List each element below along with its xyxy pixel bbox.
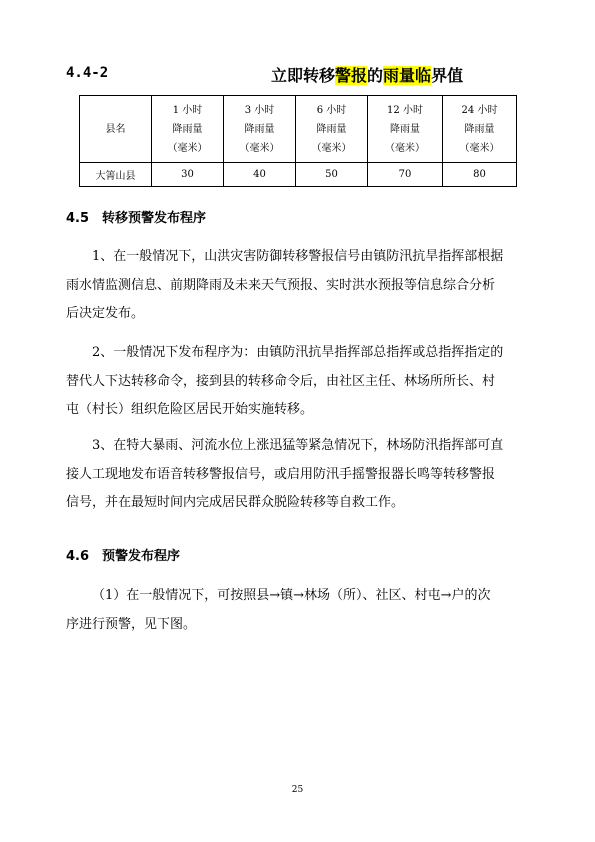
cell-county: 大箐山县	[80, 163, 152, 187]
section-heading-4-4-2	[66, 63, 526, 85]
text-line: 3、在特大暴雨、河流水位上涨迅猛等紧急情况下，林场防汛指挥部可直	[92, 438, 504, 453]
text-line: 2、一般情况下发布程序为：由镇防汛抗旱指挥部总指挥或总指挥指定的	[92, 345, 504, 360]
section-heading-4-5	[66, 207, 206, 226]
header-cell: 3 小时 降雨量 （毫米）	[224, 96, 296, 163]
cell-value: 40	[224, 163, 296, 187]
paragraph-4	[66, 582, 546, 639]
text-line: 接人工现地发布语音转移警报信号，或启用防汛手摇警报器长鸣等转移警报	[66, 466, 496, 482]
title-highlight: 雨量临	[383, 66, 432, 85]
paragraph-3	[66, 432, 546, 518]
text-line: 信号，并在最短时间内完成居民群众脱险转移等自救工作。	[66, 495, 405, 510]
text-line: （1）在一般情况下，可按照县→镇→林场（所）、社区、村屯→户的次	[92, 588, 491, 603]
text-line: 屯（村长）组织危险区居民开始实施转移。	[66, 402, 314, 417]
text-line: 雨水情监测信息、前期降雨及未来天气预报、实时洪水预报等信息综合分析	[66, 277, 496, 293]
section-heading-4-6	[66, 545, 180, 564]
cell-value: 30	[152, 163, 224, 187]
paragraph-1	[66, 243, 546, 329]
text-line: 后决定发布。	[66, 306, 145, 321]
page-number: 25	[291, 785, 304, 795]
table-row	[80, 163, 517, 187]
paragraph-2	[66, 339, 546, 425]
header-cell: 6 小时 降雨量 （毫米）	[296, 96, 368, 163]
text-line: 1、在一般情况下，山洪灾害防御转移警报信号由镇防汛抗旱指挥部根据	[92, 249, 504, 264]
cell-value: 80	[443, 163, 517, 187]
title-part: 的	[367, 66, 384, 85]
section-title: 预警发布程序	[102, 549, 181, 564]
header-cell: 24 小时 降雨量 （毫米）	[443, 96, 517, 163]
section-number: 4.6	[66, 549, 90, 564]
cell-value: 50	[296, 163, 368, 187]
header-cell: 1 小时 降雨量 （毫米）	[152, 96, 224, 163]
text-line: 替代人下达转移命令，接到县的转移命令后，由社区主任、林场所所长、村	[66, 373, 496, 389]
cell-value: 70	[368, 163, 443, 187]
table-header-row	[80, 96, 517, 163]
section-title	[271, 63, 463, 86]
title-highlight: 警报	[335, 66, 368, 85]
rainfall-threshold-table	[79, 95, 517, 187]
section-number: 4.4-2	[66, 65, 109, 81]
title-part: 立即转移	[271, 66, 336, 85]
section-number: 4.5	[66, 211, 90, 226]
text-line: 序进行预警，见下图。	[66, 616, 197, 632]
title-part: 界值	[431, 66, 464, 85]
header-cell-county: 县名	[80, 96, 152, 163]
header-cell: 12 小时 降雨量 （毫米）	[368, 96, 443, 163]
section-title: 转移预警发布程序	[102, 211, 207, 226]
